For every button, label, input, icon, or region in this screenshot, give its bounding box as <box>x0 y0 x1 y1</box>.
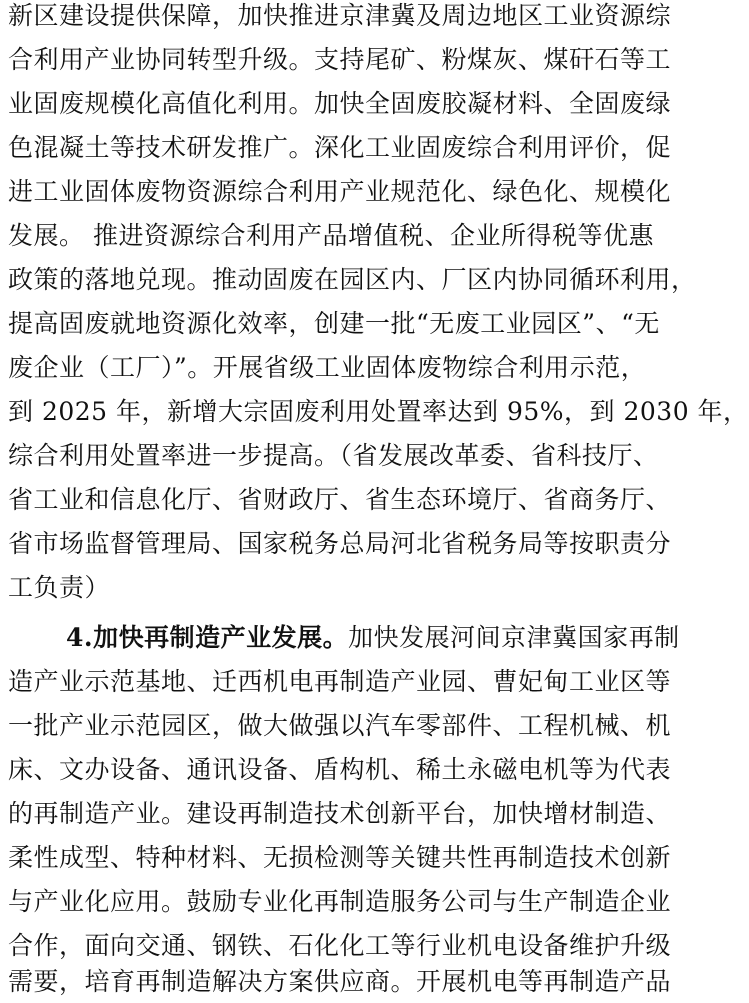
paragraph-line: 与产业化应用。鼓励专业化再制造服务公司与生产制造企业 <box>8 887 672 916</box>
section-heading-line <box>66 618 680 658</box>
paragraph-line: 业固废规模化高值化利用。加快全固废胶凝材料、全固废绿 <box>8 89 672 118</box>
paragraph-line: 合作，面向交通、钢铁、石化化工等行业机电设备维护升级 <box>8 931 672 960</box>
paragraph-line: 需要，培育再制造解决方案供应商。开展机电等再制造产品 <box>8 967 672 996</box>
paragraph-line: 综合利用处置率进一步提高。（省发展改革委、省科技厅、 <box>8 441 659 470</box>
paragraph-line: 合利用产业协同转型升级。支持尾矿、粉煤灰、煤矸石等工 <box>8 45 672 74</box>
paragraph-line: 工负责） <box>8 573 111 602</box>
paragraph-line: 的再制造产业。建设再制造技术创新平台，加快增材制造、 <box>8 799 672 828</box>
section-heading: 4.加快再制造产业发展。 <box>66 623 349 652</box>
paragraph-line: 到 2025 年，新增大宗固废利用处置率达到 95%，到 2030 年， <box>8 397 749 426</box>
paragraph-line: 新区建设提供保障，加快推进京津冀及周边地区工业资源综 <box>8 1 672 30</box>
paragraph-line: 提高固废就地资源化效率，创建一批“无废工业园区”、“无 <box>8 309 660 338</box>
paragraph-line: 床、文办设备、通讯设备、盾构机、稀土永磁电机等为代表 <box>8 755 672 784</box>
paragraph-line: 进工业固体废物资源综合利用产业规范化、绿色化、规模化 <box>8 177 672 206</box>
section-text: 加快发展河间京津冀国家再制 <box>348 623 680 652</box>
paragraph-line: 发展。 推进资源综合利用产品增值税、企业所得税等优惠 <box>8 221 654 250</box>
paragraph-line: 柔性成型、特种材料、无损检测等关键共性再制造技术创新 <box>8 843 672 872</box>
paragraph-line: 废企业（工厂）”。开展省级工业固体废物综合利用示范， <box>8 353 647 382</box>
paragraph-line: 省市场监督管理局、国家税务总局河北省税务局等按职责分 <box>8 529 672 558</box>
paragraph-line: 政策的落地兑现。推动固废在园区内、厂区内协同循环利用， <box>8 265 697 294</box>
paragraph-line: 省工业和信息化厅、省财政厅、省生态环境厅、省商务厅、 <box>8 485 672 514</box>
paragraph-line: 一批产业示范园区，做大做强以汽车零部件、工程机械、机 <box>8 711 672 740</box>
paragraph-line: 色混凝土等技术研发推广。深化工业固废综合利用评价，促 <box>8 133 672 162</box>
paragraph-line: 造产业示范基地、迁西机电再制造产业园、曹妃甸工业区等 <box>8 667 672 696</box>
